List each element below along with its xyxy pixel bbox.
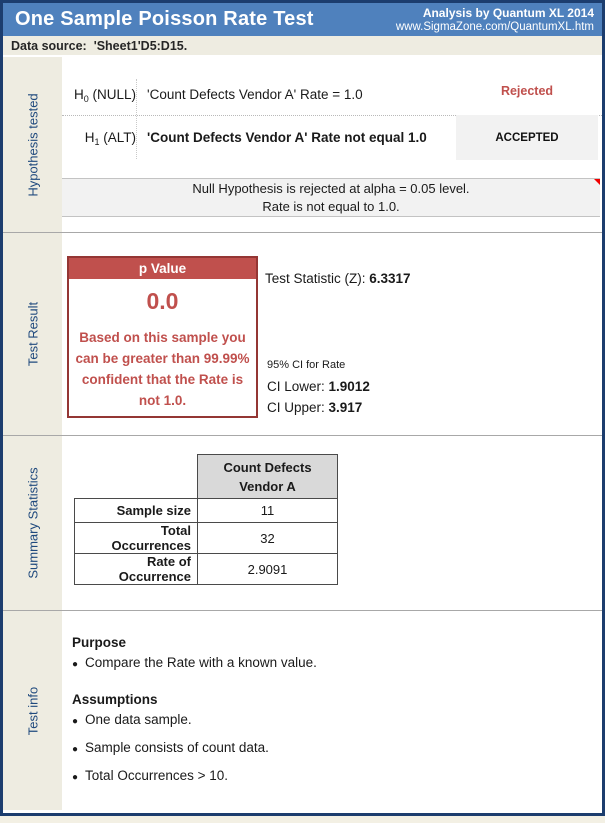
test-result-sidebar [3,233,62,435]
hypothesis-section-label: Hypothesis tested [25,92,40,197]
section-test-info [3,610,602,810]
null-hypothesis-row [62,87,363,104]
null-hypothesis-status: Rejected [500,84,554,98]
summary-statistics-content [62,436,602,610]
row-label-total-occurrences: Total Occurrences [75,523,198,554]
row-label-sample-size: Sample size [75,499,198,523]
ci-lower-value: 1.9012 [328,379,370,394]
comment-marker-icon[interactable] [594,179,600,185]
header-bar [3,3,602,36]
table-corner-cell [75,455,198,499]
section-hypothesis-tested [3,57,602,232]
summary-statistics-table [74,454,338,585]
hypothesis-content [62,57,602,232]
purpose-item: ● Compare the Rate with a known value. [72,655,317,670]
assumption-item: ● Sample consists of count data. [72,740,269,755]
data-source-value: 'Sheet1'D5:D15. [93,38,188,53]
summary-statistics-section-label: Summary Statistics [25,467,40,579]
null-hypothesis-symbol: $H_0$ (NULL) [73,87,136,104]
page-title: One Sample Poisson Rate Test [15,8,314,30]
row-label-rate-of-occurrence: Rate of Occurrence [75,554,198,585]
table-row [75,554,338,585]
alt-hypothesis-status: ACCEPTED [456,115,598,160]
ci-lower-line [267,376,370,397]
p-value-title: p Value [69,258,256,279]
p-value-box [67,256,258,418]
ci-heading: 95% CI for Rate [267,359,346,371]
table-row [75,499,338,523]
alt-hypothesis-row [62,130,427,147]
section-summary-statistics [3,435,602,610]
ci-lower-label: CI Lower: [267,379,329,394]
p-value: 0.0 [146,288,179,314]
summary-statistics-sidebar [3,436,62,610]
table-row [75,523,338,554]
assumptions-heading: Assumptions [72,692,158,707]
row-value-total-occurrences: 32 [198,523,338,554]
data-source-label: Data source: [11,38,87,53]
row-value-rate-of-occurrence: 2.9091 [198,554,338,585]
ci-upper-line [267,397,370,418]
null-hypothesis-statement: 'Count Defects Vendor A' Rate = 1.0 [147,87,363,102]
conclusion-note [62,178,600,217]
branding-url: www.SigmaZone.com/QuantumXL.htm [395,21,594,33]
test-result-content [62,233,602,435]
test-info-section-label: Test info [25,686,40,735]
data-source-bar [3,36,602,57]
bullet-icon: ● [72,744,79,755]
bullet-icon: ● [72,659,79,670]
table-column-header: Count Defects Vendor A [198,455,338,499]
table-header-row [75,455,338,499]
purpose-heading: Purpose [72,635,127,650]
test-info-content [62,611,602,810]
hypothesis-sidebar [3,57,62,232]
test-statistic-line [265,271,411,286]
test-statistic-value: 6.3317 [369,271,411,286]
assumption-item: ● Total Occurrences > 10. [72,768,228,783]
conclusion-line-2: Rate is not equal to 1.0. [262,198,400,214]
header-branding [396,5,594,34]
alt-hypothesis-statement: 'Count Defects Vendor A' Rate not equal 1.0 [147,130,427,145]
branding-byline: Analysis by Quantum XL 2014 [422,6,594,20]
ci-upper-value: 3.917 [328,400,363,415]
bullet-icon: ● [72,716,79,727]
ci-upper-label: CI Upper: [267,400,329,415]
test-result-section-label: Test Result [25,301,40,367]
assumption-item: ● One data sample. [72,712,192,727]
alt-hypothesis-symbol: $H_1$ (ALT) [84,130,136,147]
test-info-sidebar [3,611,62,810]
bullet-icon: ● [72,772,79,783]
row-value-sample-size: 11 [198,499,338,523]
confidence-interval-block [267,359,370,418]
p-value-note: Based on this sample you can be greater than 99.99% confident that the Rate is not 1.0. [75,330,250,408]
section-test-result [3,232,602,435]
test-statistic-label: Test Statistic (Z): [265,271,370,286]
conclusion-line-1: Null Hypothesis is rejected at alpha = 0.05 level. [192,180,470,196]
